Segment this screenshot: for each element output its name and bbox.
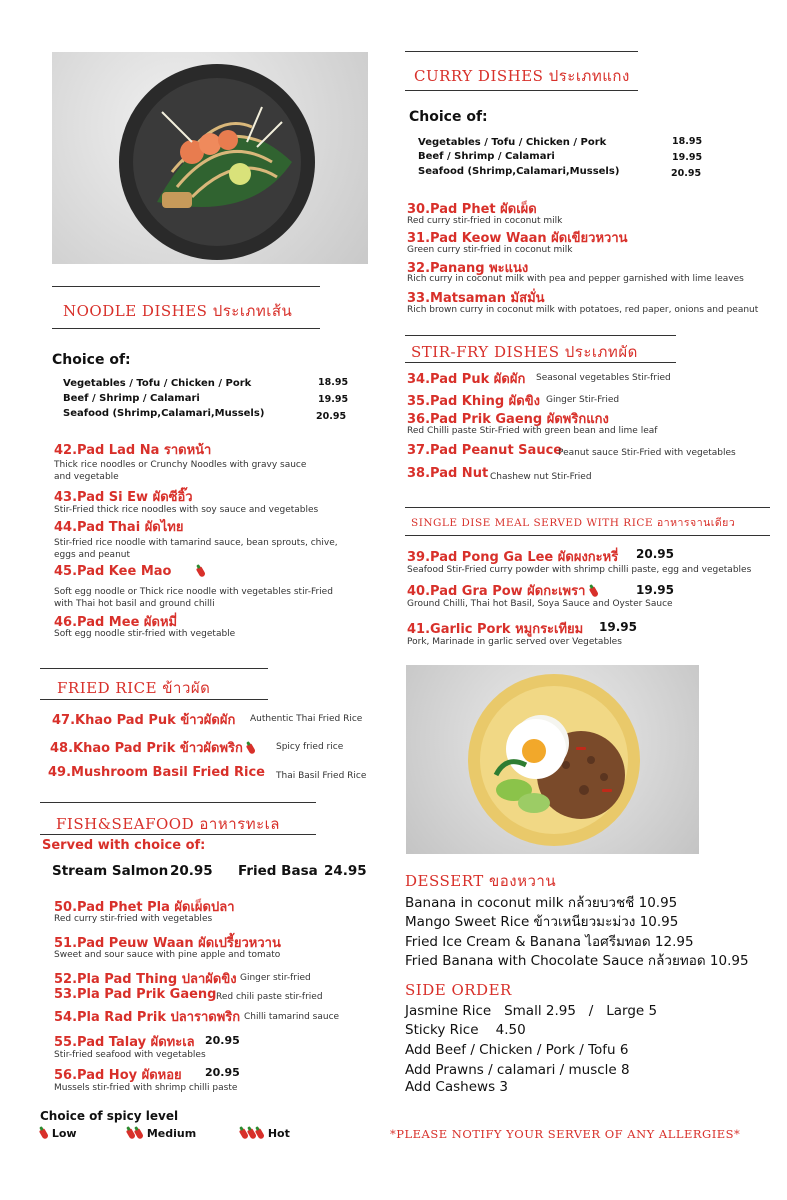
spicy-level-hot [240, 1127, 290, 1140]
spicy-level-label: Hot [267, 1127, 290, 1140]
menu-item-price: 20.95 [205, 1066, 240, 1079]
menu-item-note: Peanut sauce Stir-Fried with vegetables [558, 448, 736, 458]
menu-item-label: 40.Pad Gra Pow ผัดกะเพรา [407, 584, 586, 599]
side-order-item: Add Beef / Chicken / Pork / Tofu 6 [405, 1042, 629, 1058]
menu-item-name: 46.Pad Mee ผัดหมี่ [54, 615, 178, 630]
side-order-section-title: SIDE ORDER [405, 981, 512, 999]
menu-item-name: 35.Pad Khing ผัดขิง [407, 394, 540, 409]
menu-item-desc: Seafood Stir-Fried curry powder with shrimp chilli paste, egg and vegetables [407, 565, 752, 575]
curry-choice-heading: Choice of: [409, 109, 488, 125]
menu-item-name: 43.Pad Si Ew ผัดซีอิ๊ว [54, 490, 193, 505]
dessert-item: Mango Sweet Rice ข้าวเหนียวมะม่วง 10.95 [405, 914, 679, 930]
menu-item-desc: Soft egg noodle stir-fried with vegetable [54, 629, 236, 639]
menu-item-name [54, 564, 205, 579]
menu-item-name [50, 737, 255, 758]
menu-item-name: 39.Pad Pong Ga Lee ผัดผงกะหรี่ [407, 550, 619, 565]
fish-option: Fried Basa [238, 863, 318, 879]
pad-thai-photo [52, 52, 368, 264]
dessert-item: Banana in coconut milk กล้วยบวชชี 10.95 [405, 895, 678, 911]
spicy-level-label: Medium [146, 1127, 197, 1140]
chili-icon [589, 586, 599, 598]
menu-item-name: 41.Garlic Pork หมูกระเทียม [407, 622, 584, 637]
menu-item-name: 34.Pad Puk ผัดผัก [407, 372, 526, 387]
side-order-item: Add Prawns / calamari / muscle 8 [405, 1062, 630, 1078]
menu-item-name: 50.Pad Phet Pla ผัดเผ็ดปลา [54, 900, 235, 915]
seafood-section-title: FISH&SEAFOOD อาหารทะเล [56, 815, 280, 833]
fish-option: Stream Salmon [52, 863, 169, 879]
menu-item-desc: Stir-fried rice noodle with tamarind sauce, bean sprouts, chive, eggs and peanut [54, 538, 338, 560]
curry-option: Seafood (Shrimp,Calamari,Mussels) [418, 166, 620, 177]
menu-item-name: 42.Pad Lad Na ราดหน้า [54, 443, 212, 458]
dessert-item: Fried Banana with Chocolate Sauce กล้วยทอด 10.95 [405, 953, 749, 969]
menu-item-name: 47.Khao Pad Puk ข้าวผัดผัก [52, 713, 236, 728]
menu-item-note: Chilli tamarind sauce [244, 1012, 340, 1022]
chili-icon [196, 566, 206, 578]
menu-item-label: 45.Pad Kee Mao [54, 564, 172, 579]
menu-item-desc: Red curry stir-fried in coconut milk [407, 216, 563, 226]
fried-rice-section-title: FRIED RICE ข้าวผัด [57, 679, 211, 697]
menu-item-name: 33.Matsaman มัสมั่น [407, 291, 545, 306]
noodle-option: Vegetables / Tofu / Chicken / Pork [63, 378, 252, 389]
noodle-option-price: 18.95 [318, 377, 349, 388]
menu-item-desc: Rich brown curry in coconut milk with potatoes, red paper, onions and peanut [407, 305, 759, 315]
menu-item-name: 49.Mushroom Basil Fried Rice [48, 765, 265, 780]
spicy-level-label: Low [51, 1127, 77, 1140]
menu-item-price: 19.95 [636, 583, 674, 597]
menu-item-name: 30.Pad Phet ผัดเผ็ด [407, 202, 537, 217]
menu-item-desc: Pork, Marinade in garlic served over Vegetables [407, 637, 622, 647]
menu-item-name: 38.Pad Nut [407, 466, 489, 481]
spicy-level-medium [127, 1127, 196, 1140]
menu-item-name: 44.Pad Thai ผัดไทย [54, 520, 184, 535]
menu-item-desc: Red curry stir-fried with vegetables [54, 914, 213, 924]
menu-item-desc: Red Chilli paste Stir-Fried with green bean and lime leaf [407, 426, 658, 436]
menu-item-desc: Stir-Fried thick rice noodles with soy sauce and vegetables [54, 505, 319, 515]
curry-option-price: 20.95 [671, 168, 702, 179]
spicy-level-low [40, 1127, 77, 1140]
menu-item-name: 31.Pad Keow Waan ผัดเขียวหวาน [407, 231, 628, 246]
menu-item-note: Authentic Thai Fried Rice [250, 714, 363, 724]
menu-item-note: Ginger stir-fried [240, 973, 311, 983]
menu-item-name: 56.Pad Hoy ผัดหอย [54, 1068, 182, 1083]
menu-item-desc: Soft egg noodle or Thick rice noodle with vegetables stir-Fried with Thai hot basil and ground chilli [54, 587, 333, 609]
dessert-section-title: DESSERT ของหวาน [405, 872, 557, 890]
fish-option-price: 20.95 [170, 863, 213, 879]
noodle-section-title: NOODLE DISHES ประเภทเส้น [63, 302, 293, 320]
single-dish-section-title: SINGLE DISE MEAL SERVED WITH RICE อาหารจานเดียว [411, 517, 736, 529]
menu-item-desc: Rich curry in coconut milk with pea and pepper garnished with lime leaves [407, 274, 744, 284]
menu-item-price: 20.95 [636, 547, 674, 561]
chili-icon [255, 1128, 265, 1140]
menu-item-note: Chashew nut Stir-Fried [490, 472, 592, 482]
curry-option-price: 19.95 [672, 152, 703, 163]
side-order-item: Jasmine Rice Small 2.95 / Large 5 [405, 1003, 658, 1019]
menu-item-price: 20.95 [205, 1034, 240, 1047]
noodle-option: Seafood (Shrimp,Calamari,Mussels) [63, 408, 265, 419]
menu-item-desc: Stir-fried seafood with vegetables [54, 1050, 206, 1060]
menu-item-desc: Green curry stir-fried in coconut milk [407, 245, 573, 255]
menu-item-desc: Thick rice noodles or Crunchy Noodles with gravy sauce and vegetable [54, 460, 307, 482]
curry-option-price: 18.95 [672, 136, 703, 147]
chili-icon [134, 1128, 144, 1140]
stirfry-section-title: STIR-FRY DISHES ประเภทผัด [411, 343, 638, 361]
menu-item-desc: Mussels stir-fried with shrimp chilli paste [54, 1083, 238, 1093]
curry-section-title: CURRY DISHES ประเภทแกง [414, 67, 630, 85]
menu-item-name: 53.Pla Pad Prik Gaeng [54, 987, 217, 1002]
menu-item-name: 54.Pla Rad Prik ปลาราดพริก [54, 1010, 241, 1025]
noodle-option-price: 20.95 [316, 411, 347, 422]
noodle-option-price: 19.95 [318, 394, 349, 405]
menu-item-name: 52.Pla Pad Thing ปลาผัดขิง [54, 972, 237, 987]
menu-item-note: Seasonal vegetables Stir-fried [536, 373, 671, 383]
side-order-item: Add Cashews 3 [405, 1079, 508, 1095]
menu-item-desc: Sweet and sour sauce with pine apple and tomato [54, 950, 281, 960]
menu-item-name: 36.Pad Prik Gaeng ผัดพริกแกง [407, 412, 609, 427]
side-order-item: Sticky Rice 4.50 [405, 1022, 526, 1038]
menu-item-note: Red chili paste stir-fried [216, 992, 323, 1002]
menu-item-note: Thai Basil Fried Rice [276, 771, 367, 781]
noodle-option: Beef / Shrimp / Calamari [63, 393, 200, 404]
menu-item-name: 51.Pad Peuw Waan ผัดเปรี้ยวหวาน [54, 936, 281, 951]
menu-item-label: 48.Khao Pad Prik ข้าวผัดพริก [50, 741, 243, 756]
curry-option: Vegetables / Tofu / Chicken / Pork [418, 137, 607, 148]
dessert-item: Fried Ice Cream & Banana ไอศรีมทอด 12.95 [405, 934, 694, 950]
noodle-choice-heading: Choice of: [52, 352, 131, 368]
menu-item-desc: Ground Chilli, Thai hot Basil, Soya Sauce and Oyster Sauce [407, 599, 673, 609]
seafood-choice-heading: Served with choice of: [42, 838, 206, 853]
curry-option: Beef / Shrimp / Calamari [418, 151, 555, 162]
menu-item-price: 19.95 [599, 620, 637, 634]
allergy-notice: *PLEASE NOTIFY YOUR SERVER OF ANY ALLERGIES* [390, 1127, 741, 1141]
menu-item-name: 37.Pad Peanut Sauce [407, 443, 563, 458]
fish-option-price: 24.95 [324, 863, 367, 879]
menu-item-note: Spicy fried rice [276, 742, 344, 752]
menu-item-note: Ginger Stir-Fried [546, 395, 620, 405]
chili-icon [39, 1128, 49, 1140]
menu-item-name: 55.Pad Talay ผัดทะเล [54, 1035, 195, 1050]
chili-icon [246, 743, 256, 755]
spicy-level-heading: Choice of spicy level [40, 1109, 179, 1123]
basil-pork-photo [406, 665, 699, 854]
menu-item-name: 32.Panang พะแนง [407, 261, 529, 276]
